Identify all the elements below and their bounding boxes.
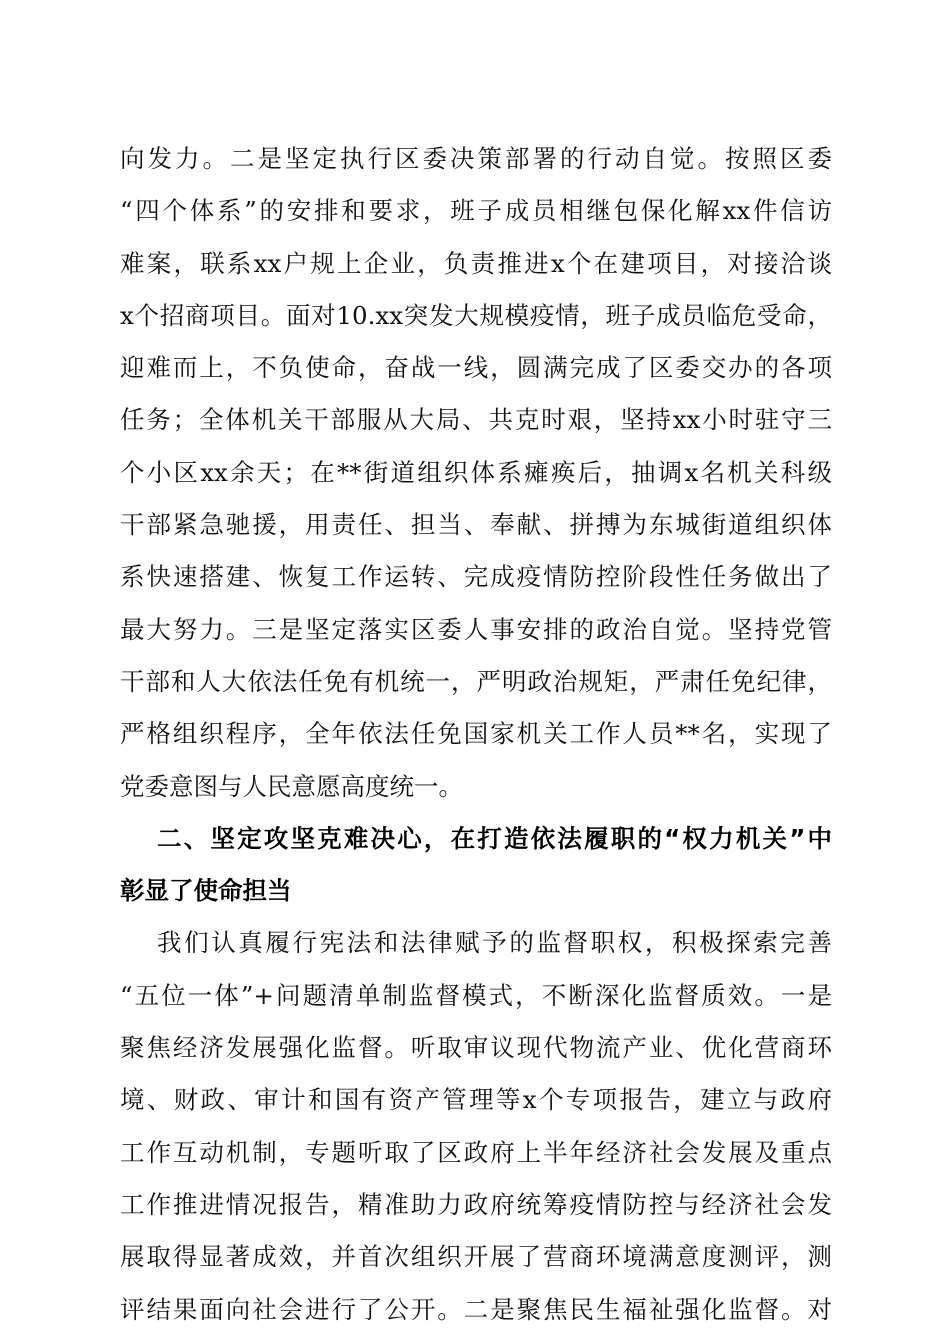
text-line: 党委意图与人民意愿高度统一。 [120,771,463,801]
paragraph-continued [120,133,832,813]
text-line: 最大努力。三是坚定落实区委人事安排的政治自觉。坚持党管 [120,614,832,644]
section-heading [120,813,832,918]
text-line: 工作推进情况报告，精准助力政府统筹疫情防控与经济社会发 [120,1189,832,1219]
text-line: x个招商项目。面对10.xx突发大规模疫情，班子成员临危受命， [120,300,832,330]
text-line: 个小区xx余天；在**街道组织体系瘫痪后，抽调x名机关科级 [120,457,832,487]
text-line: 严格组织程序，全年依法任免国家机关工作人员**名，实现了 [120,719,832,749]
text-line: 我们认真履行宪法和法律赋予的监督职权，积极探索完善 [157,928,832,958]
text-line: 境、财政、审计和国有资产管理等x个专项报告，建立与政府 [120,1085,832,1115]
text-line: 难案，联系xx户规上企业，负责推进x个在建项目，对接洽谈 [120,248,832,278]
text-line: 聚焦经济发展强化监督。听取审议现代物流产业、优化营商环 [120,1033,832,1063]
paragraph [120,917,832,1335]
text-line: 展取得显著成效，并首次组织开展了营商环境满意度测评，测 [120,1242,832,1272]
text-line: 干部和人大依法任免有机统一，严明政治规矩，严肃任免纪律， [120,666,832,696]
text-line: 评结果面向社会进行了公开。二是聚焦民生福祉强化监督。对 [120,1294,832,1324]
text-line: “四个体系”的安排和要求，班子成员相继包保化解xx件信访 [120,196,832,226]
heading-line: 二、坚定攻坚克难决心，在打造依法履职的“权力机关”中 [157,823,832,853]
heading-line: 彰显了使命担当 [120,876,292,906]
text-line: 干部紧急驰援，用责任、担当、奉献、拼搏为东城街道组织体 [120,510,832,540]
text-line: 迎难而上，不负使命，奋战一线，圆满完成了区委交办的各项 [120,353,832,383]
text-line: 系快速搭建、恢复工作运转、完成疫情防控阶段性任务做出了 [120,562,832,592]
document-body [120,133,832,1336]
text-line: “五位一体”+问题清单制监督模式，不断深化监督质效。一是 [120,980,832,1010]
text-line: 向发力。二是坚定执行区委决策部署的行动自觉。按照区委 [120,144,832,173]
text-line: 任务；全体机关干部服从大局、共克时艰，坚持xx小时驻守三 [120,405,832,435]
text-line: 工作互动机制，专题听取了区政府上半年经济社会发展及重点 [120,1137,832,1167]
